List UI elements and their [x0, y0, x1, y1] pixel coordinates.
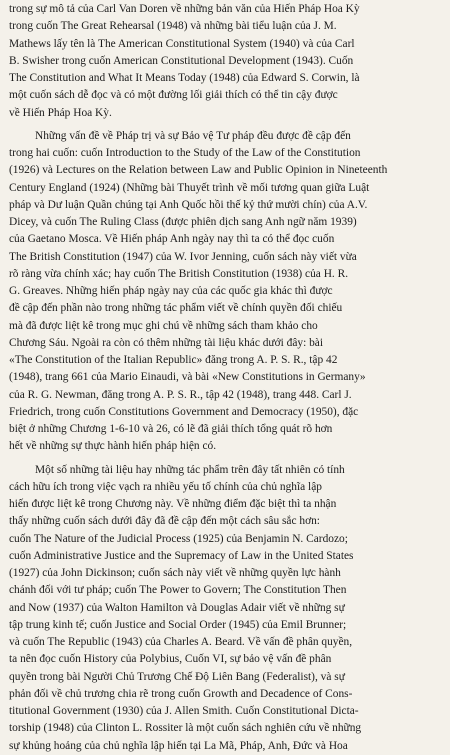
text-line: (1948), trang 661 của Mario Einaudi, và bài «New Constitutions in Germany»: [9, 371, 366, 384]
text-line: về Hiến Pháp Hoa Kỳ.: [9, 106, 112, 119]
text-line: biệt ở những Chương 1-6-10 và 26, có lẽ đã giải thích tổng quát rõ hơn: [9, 423, 333, 435]
text-line: của Gaetano Mosca. Về Hiến pháp Anh ngày nay thì ta có thể đọc cuốn: [9, 233, 335, 246]
text-line: mà đã được liệt kê trong mục ghi chú về những sách tham khảo cho: [9, 319, 318, 332]
text-line: G. Greaves. Những hiến pháp ngày nay của các quốc gia khác thì được: [9, 285, 333, 297]
text-line: Một số những tài liệu hay những tác phẩm trên đây tất nhiên có tính: [35, 463, 345, 476]
text-line: titutional Government (1930) của J. Allen Smith. Cuốn Constitutional Dicta-: [9, 705, 359, 717]
text-line: rõ ràng vừa chính xác; hay cuốn The British Constitution (1938) của H. R.: [9, 267, 349, 280]
text-line: trong sự mô tả của Carl Van Doren về những bản văn của Hiến Pháp Hoa Kỳ: [9, 3, 360, 15]
text-line: tập trung kinh tế; cuốn Justice and Social Order (1945) của Emil Brunner;: [9, 618, 347, 631]
text-line: Chương Sáu. Ngoài ra còn có thêm những tài liệu khác dưới đây: bài: [9, 336, 323, 349]
text-line: The British Constitution (1947) của W. Ivor Jenning, cuốn sách này viết vừa: [9, 250, 357, 263]
text-line: cuốn Administrative Justice and the Supremacy of Law in the United States: [9, 549, 354, 562]
text-line: and Now (1937) của Walton Hamilton và Douglas Adair viết về những sự: [9, 601, 345, 614]
paragraph-1: [9, 1, 442, 122]
text-line: (1927) của John Dickinson; cuốn sách này viết về những quyền lực hành: [9, 567, 341, 579]
text-line: một cuốn sách dễ đọc và có một đường lối giải thích có thể tin cậy được: [9, 89, 338, 102]
text-line: B. Swisher trong cuốn American Constitutional Development (1943). Cuốn: [9, 54, 354, 67]
text-line: cách hữu ích trong việc vạch ra nhiều yếu tố chính của chủ nghĩa lập: [9, 480, 322, 493]
text-line: quyền trong bài Người Chủ Trương Chế Độ Liên Bang (Federalist), và sự: [9, 670, 345, 683]
text-line: hiến được liệt kê trong Chương này. Về những điểm đặc biệt thì ta nhận: [9, 498, 337, 510]
text-line: Mathews lấy tên là The American Constitutional System (1940) và của Carl: [9, 37, 355, 50]
text-line: hết về những sự thực hành hiến pháp hiện có.: [9, 440, 217, 453]
text-line: cuốn The Nature of the Judicial Process (1925) của Benjamin N. Cardozo;: [9, 532, 348, 545]
paragraph-3: [9, 462, 442, 755]
text-line: «The Constitution of the Italian Republic» đăng trong A. P. S. R., tập 42: [9, 354, 338, 366]
text-line: trong hai cuốn: cuốn Introduction to the Study of the Law of the Constitution: [9, 147, 361, 159]
text-line: pháp và Dư luận Quần chúng tại Anh Quốc hồi thế kỷ thứ mười chín) của A.V.: [9, 198, 368, 211]
text-line: The Constitution and What It Means Today (1948) của Edward S. Corwin, là: [9, 72, 360, 84]
paragraph-2: [9, 128, 442, 456]
text-line: chánh đối với tư pháp; cuốn The Power to Govern; The Constitution Then: [9, 584, 347, 597]
text-line: Century England (1924) (Những bài Thuyết trình về mối tương quan giữa Luật: [9, 181, 370, 194]
text-line: ta nên đọc cuốn History của Polybius, Cuốn VI, sự bảo vệ vấn đề phân: [9, 653, 332, 666]
text-line: Friedrich, trong cuốn Constitutions Government and Democracy (1950), đặc: [9, 405, 359, 418]
text-line: của R. G. Newman, đăng trong A. P. S. R., tập 42 (1948), trang 448. Carl J.: [9, 388, 352, 401]
text-line: thấy những cuốn sách dưới đây đã đề cập đến một cách sâu sắc hơn:: [9, 515, 320, 528]
text-line: Dicey, và cuốn The Ruling Class (được phiên dịch sang Anh ngữ năm 1939): [9, 216, 357, 228]
text-line: Những vấn đề về Pháp trị và sự Bảo vệ Tư pháp đều được đề cập đến: [35, 129, 351, 142]
text-line: sự khủng hoảng của chủ nghĩa lập hiến tại La Mã, Pháp, Anh, Đức và Hoa: [9, 739, 348, 752]
text-line: (1926) và Lectures on the Relation between Law and Public Opinion in Nineteenth: [9, 164, 388, 177]
text-line: đề cập đến phần nào trong những tác phẩm viết về chính quyền đối chiếu: [9, 302, 343, 315]
text-line: torship (1948) của Clinton L. Rossiter là một cuốn sách nghiên cứu về những: [9, 722, 362, 735]
text-line: phản đối về chủ trương chia rẽ trong cuốn Growth and Decadence of Cons-: [9, 687, 353, 700]
text-line: và cuốn The Republic (1943) của Charles A. Beard. Về vấn đề phân quyền,: [9, 636, 353, 648]
text-line: trong cuốn The Great Rehearsal (1948) và những bài tiểu luận của J. M.: [9, 20, 337, 33]
